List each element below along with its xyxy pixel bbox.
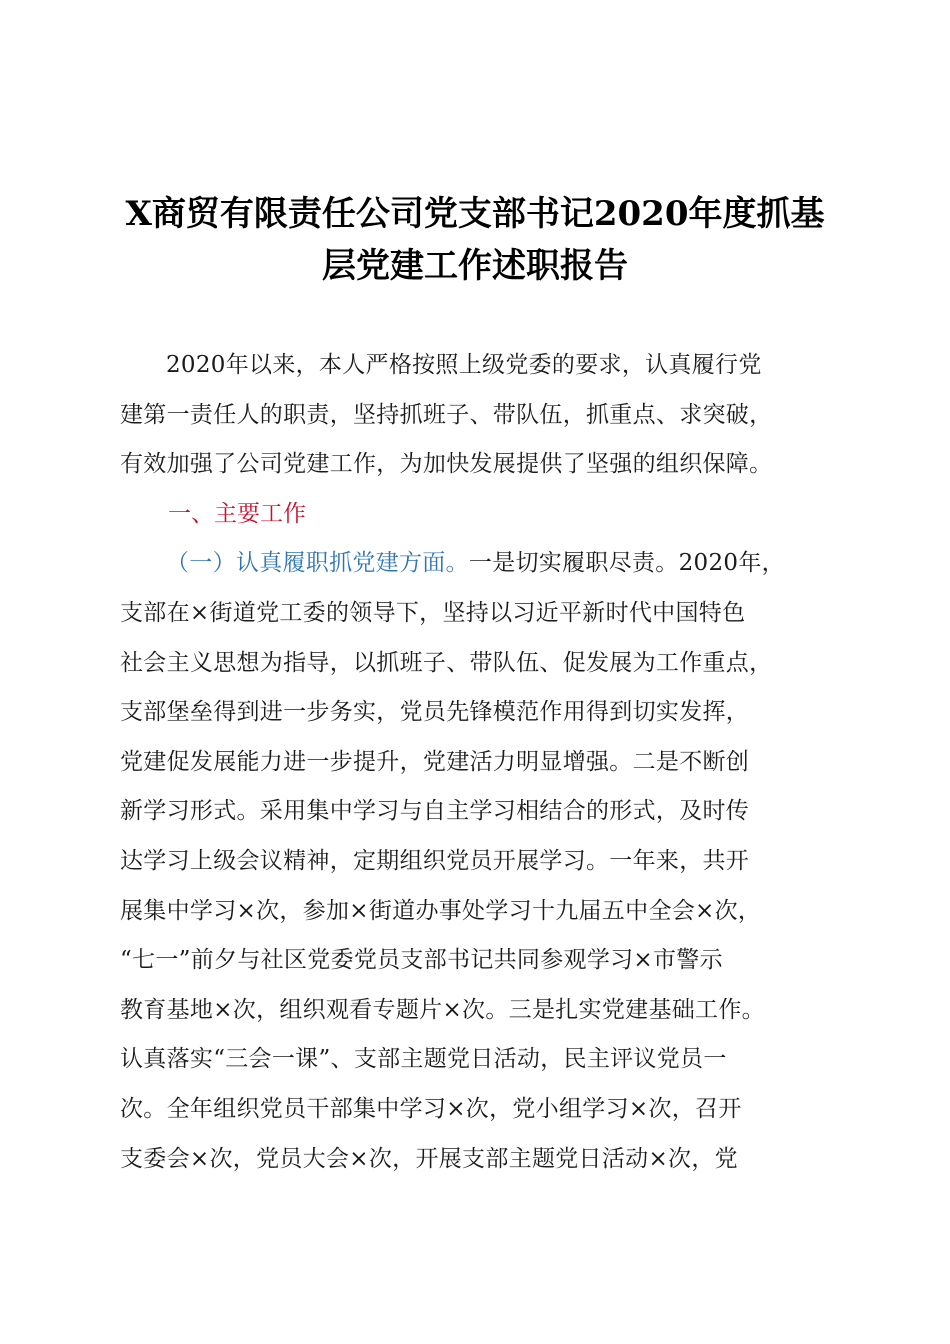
section-heading-main-work: 一、主要工作 — [168, 500, 306, 527]
body-line: 次。全年组织党员干部集中学习×次，党小组学习×次，召开 — [120, 1095, 742, 1122]
title-line-2: 层党建工作述职报告 — [322, 246, 628, 286]
title-line-1: X商贸有限责任公司党支部书记2020年度抓基 — [125, 194, 825, 234]
body-line: 展集中学习×次，参加×街道办事处学习十九届五中全会×次， — [120, 897, 762, 924]
body-line: 支委会×次，党员大会×次，开展支部主题党日活动×次，党 — [120, 1145, 738, 1172]
body-line: 党建促发展能力进一步提升，党建活力明显增强。二是不断创 — [120, 748, 750, 775]
intro-line: 建第一责任人的职责，坚持抓班子、带队伍，抓重点、求突破， — [120, 401, 773, 428]
subsection-first-text: 一是切实履职尽责。2020年， — [468, 550, 785, 577]
body-line: 支部堡垒得到进一步务实，党员先锋模范作用得到切实发挥， — [120, 699, 750, 726]
body-line: 社会主义思想为指导，以抓班子、带队伍、促发展为工作重点， — [120, 649, 773, 676]
document-title — [100, 188, 850, 292]
intro-line: 2020年以来，本人严格按照上级党委的要求，认真履行党 — [166, 352, 762, 378]
subsection-first-line — [120, 539, 832, 589]
body-line: 达学习上级会议精神，定期组织党员开展学习。一年来，共开 — [120, 847, 750, 874]
body-line: 支部在×街道党工委的领导下，坚持以习近平新时代中国特色 — [120, 599, 746, 626]
body-line: “七一”前夕与社区党委党员支部书记共同参观学习×市警示 — [120, 947, 723, 974]
document-body — [120, 341, 832, 1184]
body-line: 认真落实“三会一课”、支部主题党日活动，民主评议党员一 — [120, 1046, 727, 1073]
intro-line: 有效加强了公司党建工作，为加快发展提供了坚强的组织保障。 — [120, 451, 773, 478]
body-line: 教育基地×次，组织观看专题片×次。三是扎实党建基础工作。 — [120, 996, 765, 1023]
body-line: 新学习形式。采用集中学习与自主学习相结合的形式，及时传 — [120, 798, 750, 825]
subsection-heading: （一）认真履职抓党建方面。 — [166, 550, 469, 577]
